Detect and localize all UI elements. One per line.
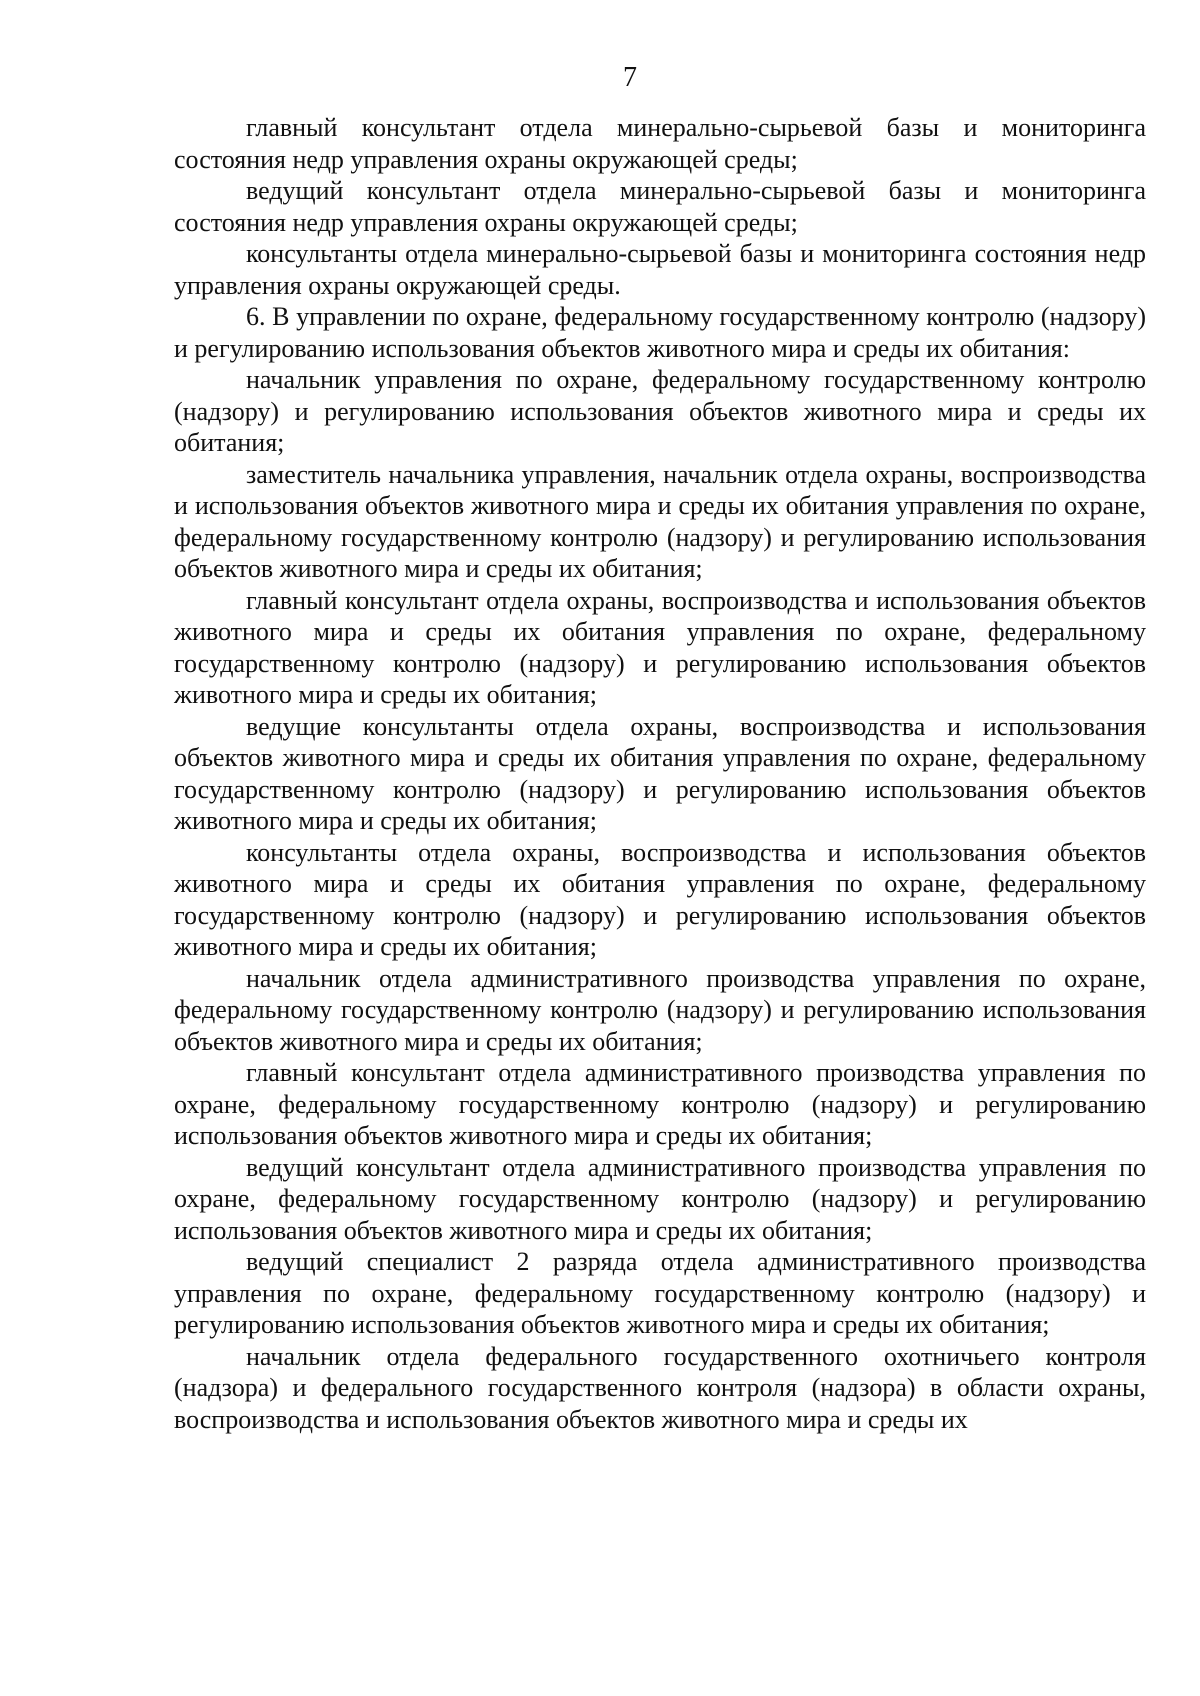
paragraph: главный консультант отдела административного производства управления по охране, федеральному государственному контролю (надзору) и регулированию использования объектов животного мира и среды их обитания; — [174, 1058, 1146, 1150]
paragraph: начальник отдела федерального государственного охотничьего контроля (надзора) и федерального государственного контроля (надзора) в области охраны, воспроизводства и использования объектов животного мира и среды их — [174, 1341, 1146, 1434]
paragraph: консультанты отдела минерально-сырьевой базы и мониторинга состояния недр управления охраны окружающей среды. — [174, 239, 1146, 300]
paragraph: ведущий специалист 2 разряда отдела административного производства управления по охране, федеральному государственному контролю (надзору) и регулированию использования объектов животного мира и среды их обитания; — [174, 1247, 1146, 1339]
paragraph: главный консультант отдела минерально-сырьевой базы и мониторинга состояния недр управления охраны окружающей среды; — [174, 113, 1146, 174]
document-body — [174, 112, 1146, 1435]
paragraph: 6. В управлении по охране, федеральному государственному контролю (надзору) и регулированию использования объектов животного мира и среды их обитания: — [174, 302, 1146, 363]
paragraph: ведущий консультант отдела минерально-сырьевой базы и мониторинга состояния недр управления охраны окружающей среды; — [174, 176, 1146, 237]
page-number: 7 — [623, 62, 637, 93]
paragraph: начальник управления по охране, федеральному государственному контролю (надзору) и регулированию использования объектов животного мира и среды их обитания; — [174, 365, 1146, 457]
paragraph: начальник отдела административного производства управления по охране, федеральному государственному контролю (надзору) и регулированию использования объектов животного мира и среды их обитания; — [174, 963, 1146, 1056]
paragraph: ведущие консультанты отдела охраны, воспроизводства и использования объектов животного мира и среды их обитания управления по охране, федеральному государственному контролю (надзору) и регулированию использования объектов животного мира и среды их обитания; — [174, 711, 1146, 835]
paragraph: главный консультант отдела охраны, воспроизводства и использования объектов животного мира и среды их обитания управления по охране, федеральному государственному контролю (надзору) и регулированию использования объектов животного мира и среды их обитания; — [174, 585, 1146, 709]
paragraph: ведущий консультант отдела административного производства управления по охране, федеральному государственному контролю (надзору) и регулированию использования объектов животного мира и среды их обитания; — [174, 1152, 1146, 1245]
paragraph: заместитель начальника управления, начальник отдела охраны, воспроизводства и использования объектов животного мира и среды их обитания управления по охране, федеральному государственному контролю (надзору) и регулированию использования объектов животного мира и среды их обитания; — [174, 459, 1146, 583]
paragraph: консультанты отдела охраны, воспроизводства и использования объектов животного мира и среды их обитания управления по охране, федеральному государственному контролю (надзору) и регулированию использования объектов животного мира и среды их обитания; — [174, 837, 1146, 961]
